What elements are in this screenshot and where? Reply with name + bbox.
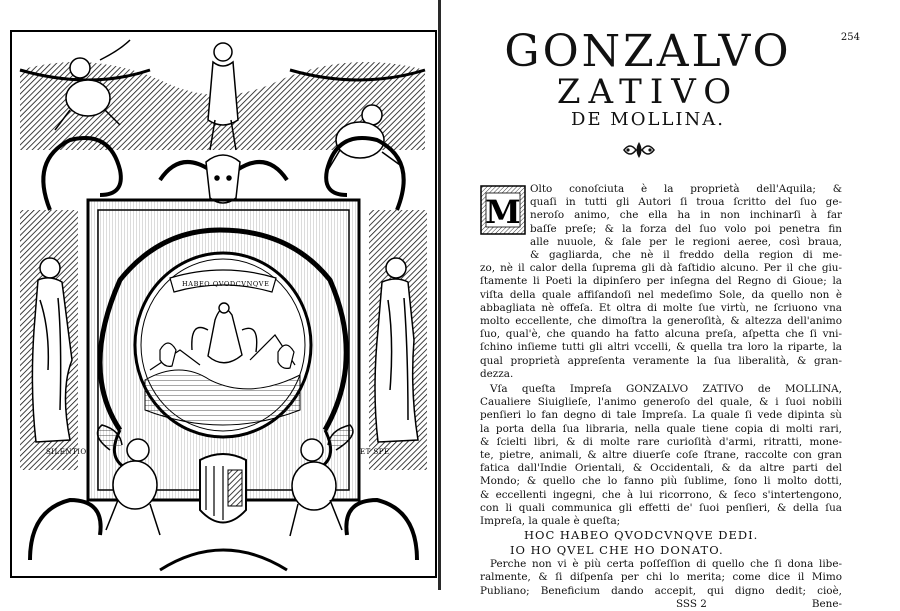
mask-ornament bbox=[206, 155, 240, 203]
paragraph-eagle bbox=[480, 183, 842, 381]
title-origin: DE MOLLINA. bbox=[571, 109, 725, 130]
text-line: molto eccellente, che dimoſtra la generoſità, & altezza dell'animo bbox=[480, 315, 842, 328]
text-line: Vſa queſta Impreſa GONZALVO ZATIVO de MOLLINA, bbox=[490, 383, 842, 396]
coat-of-arms-shield bbox=[200, 454, 246, 523]
text-line: Publiano; Beneficium dando accepit, qui digno dedit; cioè, bbox=[480, 584, 842, 597]
text-line: ſtamente li Poeti la dipinſero per inſegna del Regno di Gioue; la bbox=[480, 275, 842, 288]
text-line: & ſcielti libri, & di molte rare curioſità d'armi, ritratti, mone- bbox=[480, 435, 842, 448]
text-line: & gagliarda, che nè il freddo della region di me- bbox=[530, 249, 842, 262]
motto-latin: HOC HABEO QVODCVNQVE DEDI. bbox=[524, 528, 759, 543]
left-page bbox=[0, 0, 440, 590]
body-text bbox=[480, 183, 842, 611]
text-line: ſchino inſieme tutti gli altri vccelli, & quella tra loro la riparte, la bbox=[480, 341, 842, 354]
emblem-engraving bbox=[10, 30, 437, 578]
text-line: Impreſa, la quale è queſta; bbox=[480, 515, 621, 528]
text-line: Perche non vi è più certa poſſeſſion di quello che ſi dona libe- bbox=[490, 558, 842, 571]
fleuron-ornament-icon bbox=[620, 138, 658, 162]
left-figure-label: SILENTIO bbox=[46, 448, 87, 456]
text-line: baſſe preſe; & la forza del ſuo volo poi penetra fin bbox=[530, 222, 842, 235]
text-line: alle nuuole, & ſale per le regioni aeree, così braua, bbox=[530, 235, 842, 248]
drop-cap-initial bbox=[480, 185, 526, 235]
text-line: viſta della quale affiſandoſi nel medeſimo Sole, da quello non è bbox=[480, 288, 842, 301]
book-gutter bbox=[438, 0, 441, 590]
engraving-motto: HABEO QVODCVNQVE bbox=[182, 280, 270, 288]
text-line: penſieri lo fan degno di tale Impreſa. La quale ſi vede dipinta sù bbox=[480, 409, 842, 422]
text-line: quaſi in tutti gli Autori ſi troua ſcritto del ſuo ge- bbox=[530, 196, 842, 209]
text-line: la porta della ſua libraria, nella quale tiene copia di molti rari, bbox=[480, 422, 842, 435]
text-line: neroſo animo, che ella ha in non inchinarſi à far bbox=[530, 209, 842, 222]
text-line: Olto conoſciuta è la proprietà dell'Aquila; & bbox=[530, 183, 842, 195]
text-line: & eccellenti ingegni, che à lui ricorrono, & ſeco s'intertengono, bbox=[480, 488, 842, 501]
text-line: ſuo, qual'è, che quando ha fatto alcuna preſa, aſpetta che ſi vni- bbox=[480, 328, 842, 341]
page-footer bbox=[480, 598, 842, 611]
motto-italian: IO HO QVEL CHE HO DONATO. bbox=[510, 543, 724, 558]
signature-mark: SSS 2 bbox=[676, 597, 707, 610]
text-line: zo, nè il calor della ſuprema gli dà faſtidio alcuno. Per il che giu- bbox=[480, 262, 842, 275]
text-line: abbagliata nè offeſa. Et oltra di molte ſue virtù, ne ſcriuono vna bbox=[480, 301, 842, 314]
page-number: 254 bbox=[840, 32, 860, 43]
text-line: qual proprietà appreſenta veramente la ſua liberalità, & gran- bbox=[480, 354, 842, 367]
paragraph-impresa bbox=[480, 383, 842, 528]
title-surname: ZATIVO bbox=[556, 72, 740, 112]
text-line: Mondo; & quello che lo fanno più ſublime, ſono li molto dotti, bbox=[480, 475, 842, 488]
text-line: dezza. bbox=[480, 367, 514, 380]
right-figure-label: ET SPE bbox=[360, 448, 390, 456]
text-line: ralmente, & ſi diſpenſa per chi lo merita; come dice il Mimo bbox=[480, 571, 842, 584]
text-line: con li quali communica gli effetti de' ſuoi penſieri, & della ſua bbox=[480, 501, 842, 514]
drop-cap-letter: M bbox=[485, 193, 521, 231]
catchword: Bene- bbox=[811, 597, 842, 610]
text-line: te, pietre, animali, & altre diuerſe coſe ſtrane, raccolte con gran bbox=[480, 449, 842, 462]
text-line: Caualiere Siuiglieſe, l'animo generoſo del quale, & i ſuoi nobili bbox=[480, 396, 842, 409]
paragraph-explanation bbox=[480, 558, 842, 598]
text-line: fatica dall'Indie Orientali, & Occidentali, & da altre parti del bbox=[480, 462, 842, 475]
right-page bbox=[442, 0, 900, 610]
title-name: GONZALVO bbox=[504, 26, 792, 77]
